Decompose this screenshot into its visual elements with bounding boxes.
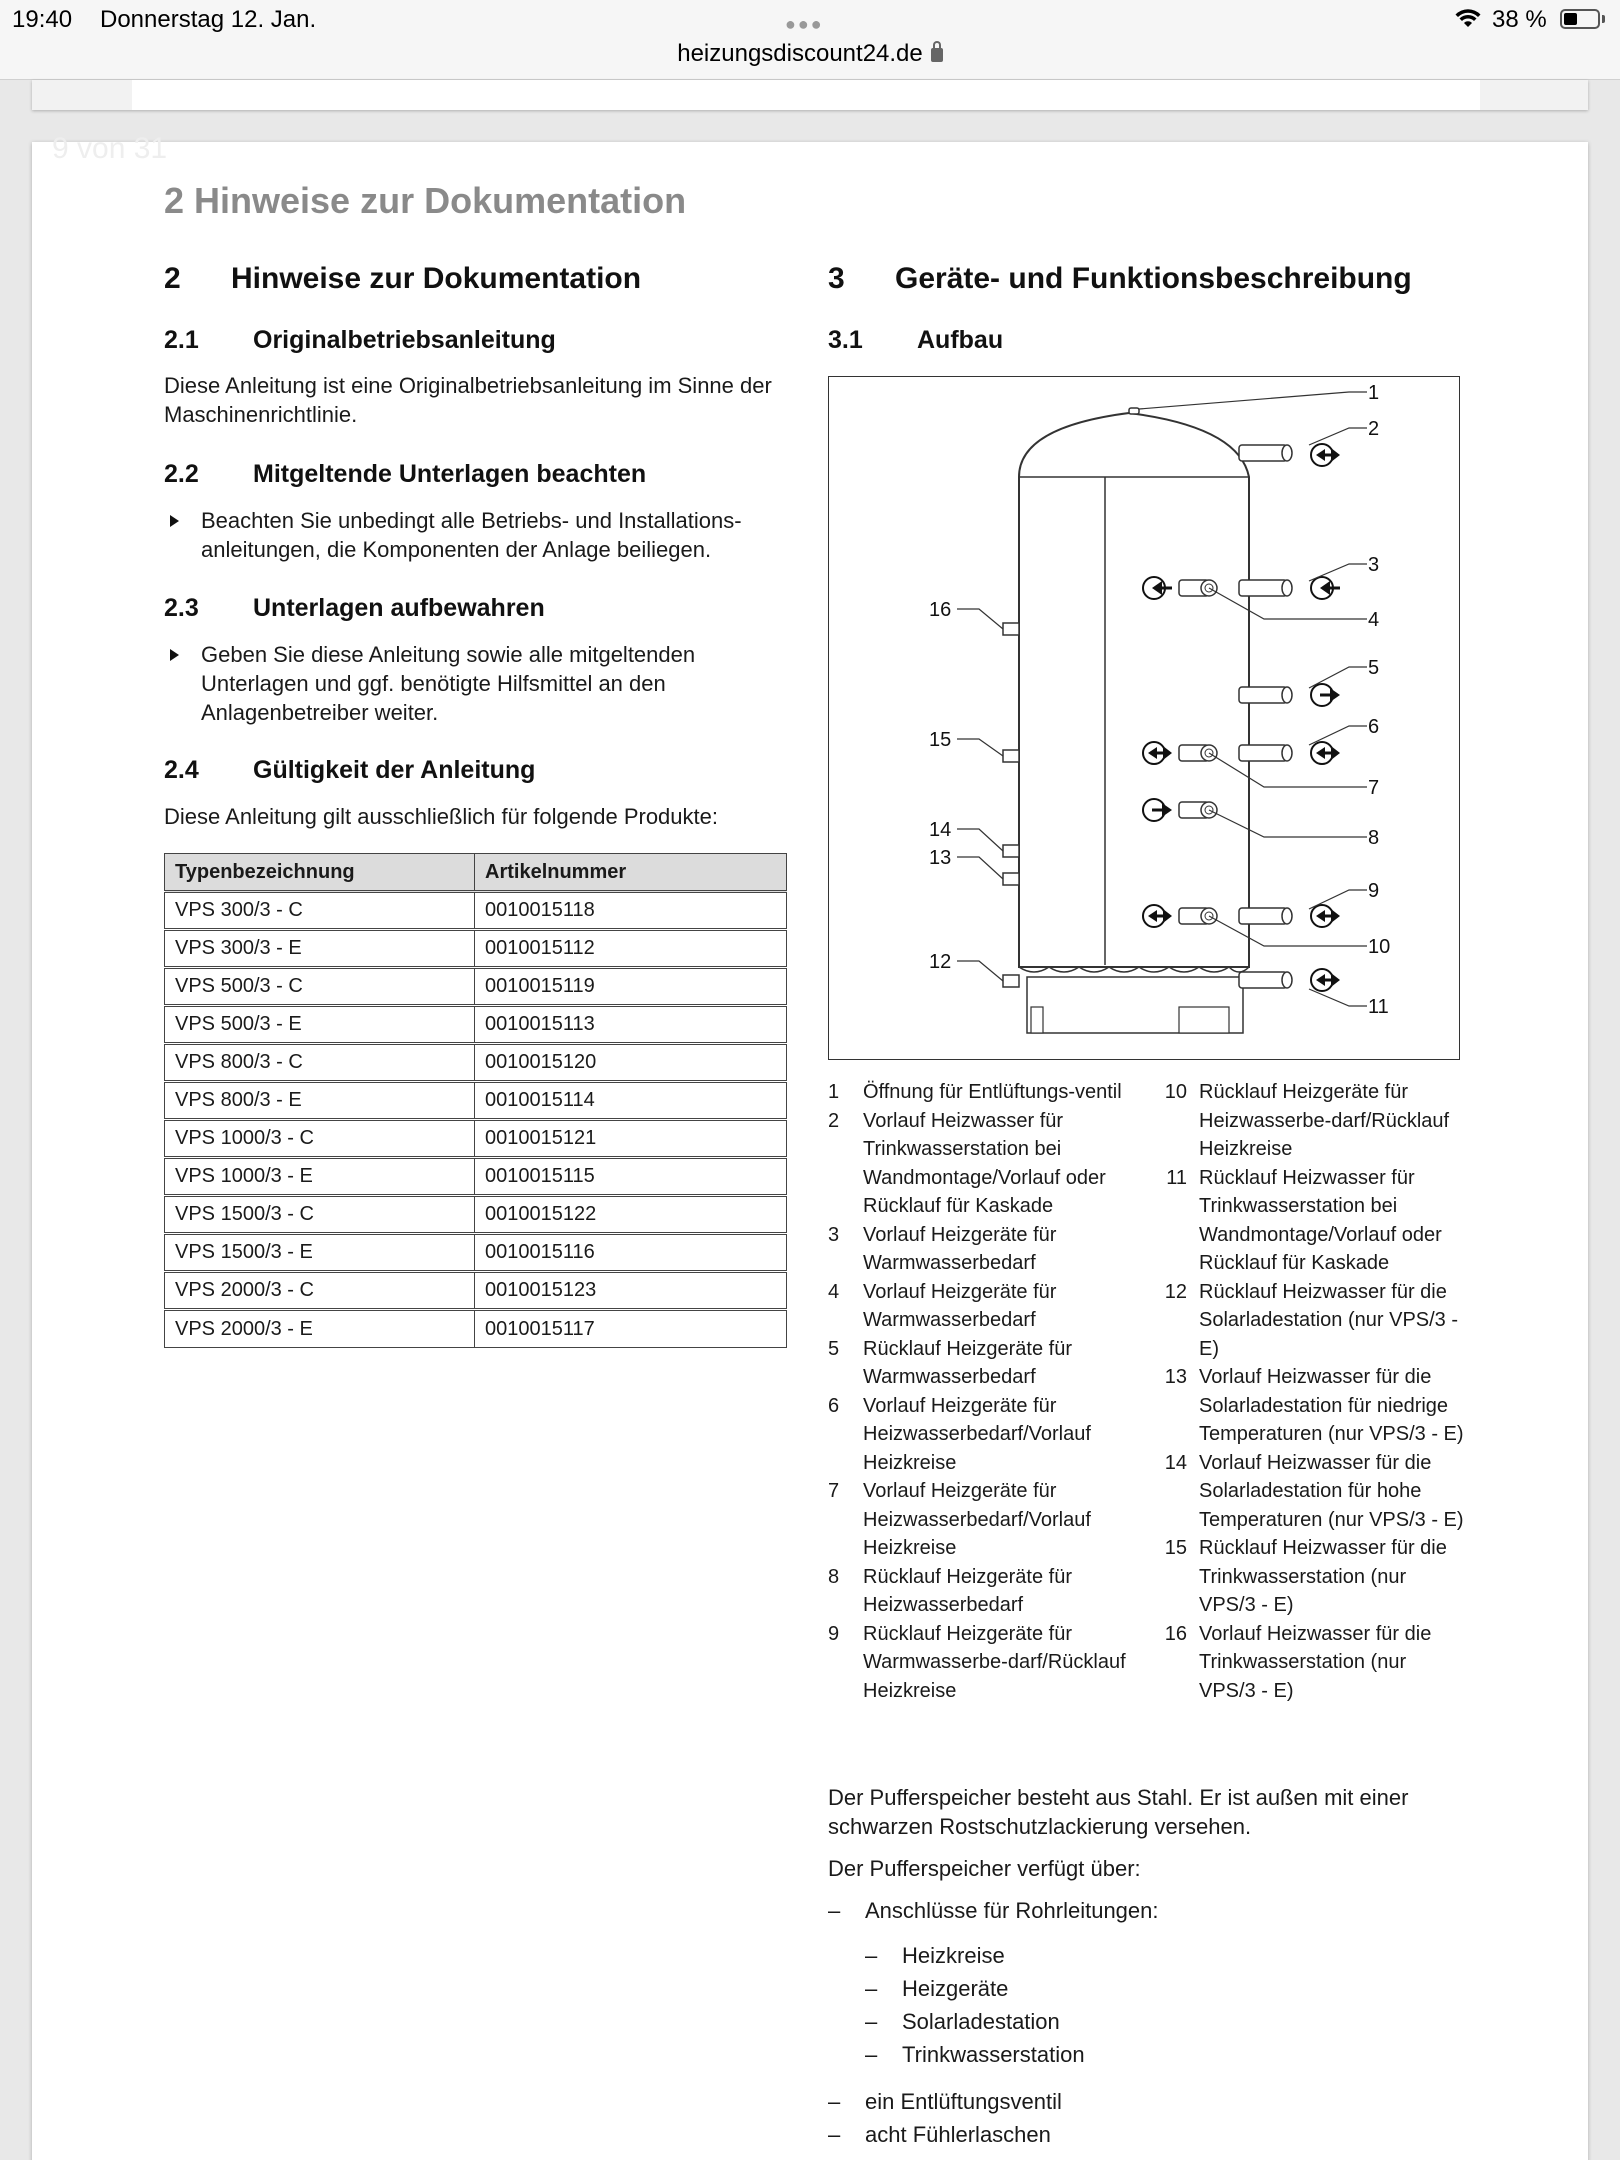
callout-10: 10: [1368, 936, 1391, 958]
legend-item: 9 Rücklauf Heizgeräte für Warmwasserbe-darf/Rücklauf Heizkreise: [828, 1622, 1126, 1702]
article-cell: 0010015114: [475, 1082, 787, 1120]
legend-item: 16 Vorlauf Heizwasser für die Trinkwasserstation (nur VPS/3 - E): [1164, 1622, 1432, 1702]
table-row: [165, 930, 787, 968]
url-text: heizungsdiscount24.de: [677, 40, 923, 67]
legend-item: 5 Rücklauf Heizgeräte für Warmwasserbedarf: [828, 1337, 1072, 1388]
features-list-continued: [828, 2085, 1468, 2151]
type-cell: VPS 500/3 - C: [165, 968, 475, 1006]
article-cell: 0010015119: [475, 968, 787, 1006]
type-cell: VPS 800/3 - E: [165, 1082, 475, 1120]
callout-9: 9: [1368, 880, 1380, 902]
callout-1: 1: [1368, 382, 1380, 404]
type-cell: VPS 300/3 - C: [165, 892, 475, 930]
legend-item: 8 Rücklauf Heizgeräte für Heizwasserbedarf: [828, 1565, 1072, 1616]
legend-item: 3 Vorlauf Heizgeräte für Warmwasserbedarf: [828, 1223, 1057, 1274]
more-dots-icon[interactable]: ●●●: [785, 14, 824, 34]
legend-left: [828, 1078, 1128, 1705]
callout-5: 5: [1368, 657, 1380, 679]
section-2-2-heading: 2.2 Mitgeltende Unterlagen beachten: [164, 460, 647, 488]
legend-item: 1 Öffnung für Entlüftungs-ventil: [828, 1081, 1122, 1103]
callout-3: 3: [1368, 554, 1380, 576]
product-table: [164, 853, 787, 1348]
article-cell: 0010015121: [475, 1120, 787, 1158]
list-item: – Anschlüsse für Rohrleitungen:: [828, 1894, 1468, 1927]
article-cell: 0010015123: [475, 1272, 787, 1310]
callout-14: 14: [929, 819, 952, 841]
article-cell: 0010015118: [475, 892, 787, 930]
article-cell: 0010015112: [475, 930, 787, 968]
list-item: – Heizgeräte: [865, 1972, 1465, 2005]
legend-item: 12 Rücklauf Heizwasser für die Solarladestation (nur VPS/3 - E): [1164, 1280, 1459, 1360]
table-row: [165, 1196, 787, 1234]
section-3-heading: 3 Geräte- und Funktionsbeschreibung: [828, 262, 1412, 295]
callout-4: 4: [1368, 609, 1380, 631]
table-row: [165, 1310, 787, 1348]
type-cell: VPS 1000/3 - E: [165, 1158, 475, 1196]
battery-icon: [1560, 9, 1600, 29]
status-bar: [0, 0, 1620, 80]
lock-icon: [931, 48, 943, 62]
status-time: 19:40: [12, 6, 73, 33]
type-cell: VPS 1500/3 - C: [165, 1196, 475, 1234]
table-row: [165, 1272, 787, 1310]
type-cell: VPS 1000/3 - C: [165, 1120, 475, 1158]
callout-2: 2: [1368, 418, 1380, 440]
features-list: [828, 1894, 1468, 1927]
table-row: [165, 1006, 787, 1044]
callout-8: 8: [1368, 827, 1380, 849]
connections-sublist: [865, 1939, 1465, 2071]
callout-11: 11: [1368, 996, 1389, 1018]
legend-item: 4 Vorlauf Heizgeräte für Warmwasserbedarf: [828, 1280, 1057, 1331]
tank-drawing: [829, 377, 1461, 1061]
callout-7: 7: [1368, 777, 1380, 799]
type-cell: VPS 1500/3 - E: [165, 1234, 475, 1272]
column-header-type: Typenbezeichnung: [165, 854, 475, 892]
legend-right: [1164, 1078, 1464, 1705]
running-head: 2 Hinweise zur Dokumentation: [164, 180, 687, 221]
article-cell: 0010015120: [475, 1044, 787, 1082]
callout-16: 16: [929, 599, 952, 621]
table-row: [165, 968, 787, 1006]
table-row: [165, 1234, 787, 1272]
legend-item: 15 Rücklauf Heizwasser für die Trinkwasserstation (nur VPS/3 - E): [1164, 1537, 1447, 1616]
type-cell: VPS 2000/3 - C: [165, 1272, 475, 1310]
article-cell: 0010015116: [475, 1234, 787, 1272]
article-cell: 0010015122: [475, 1196, 787, 1234]
type-cell: VPS 800/3 - C: [165, 1044, 475, 1082]
table-row: [165, 1158, 787, 1196]
list-item: – Solarladestation: [865, 2005, 1465, 2038]
section-2-2-bullet: Beachten Sie unbedingt alle Betriebs- und Installations-anleitungen, die Komponenten der Anlage beiliegen.: [164, 506, 769, 564]
callout-12: 12: [929, 951, 952, 973]
section-3-1-heading: 3.1 Aufbau: [828, 326, 1004, 354]
page-counter: 9 von 31: [52, 132, 168, 165]
table-header-row: [165, 854, 787, 892]
section-2-4-heading: 2.4 Gültigkeit der Anleitung: [164, 756, 536, 784]
article-cell: 0010015117: [475, 1310, 787, 1348]
legend-item: 10 Rücklauf Heizgeräte für Heizwasserbe-darf/Rücklauf Heizkreise: [1164, 1081, 1450, 1160]
wifi-icon: [1455, 8, 1481, 28]
list-item: – ein Entlüftungsventil: [828, 2085, 1468, 2118]
tank-features-intro: Der Pufferspeicher verfügt über:: [828, 1856, 1141, 1881]
type-cell: VPS 300/3 - E: [165, 930, 475, 968]
section-2-4-text: Diese Anleitung gilt ausschließlich für folgende Produkte:: [164, 804, 718, 829]
list-item: – Heizkreise: [865, 1939, 1465, 1972]
article-cell: 0010015113: [475, 1006, 787, 1044]
legend-item: 6 Vorlauf Heizgeräte für Heizwasserbedarf/Vorlauf Heizkreise: [828, 1394, 1091, 1474]
section-2-1-heading: 2.1 Originalbetriebsanleitung: [164, 326, 556, 354]
legend-item: 14 Vorlauf Heizwasser für die Solarladestation für hohe Temperaturen (nur VPS/3 - E): [1164, 1451, 1464, 1531]
status-date: Donnerstag 12. Jan.: [100, 6, 317, 33]
buffer-tank-diagram: [828, 376, 1460, 1060]
column-header-article: Artikelnummer: [475, 854, 787, 892]
callout-6: 6: [1368, 716, 1380, 738]
address-bar[interactable]: [0, 40, 1620, 68]
type-cell: VPS 2000/3 - E: [165, 1310, 475, 1348]
section-2-1-text: Diese Anleitung ist eine Originalbetriebsanleitung im Sinne der Maschinenrichtlinie.: [164, 373, 772, 427]
list-item: – Trinkwasserstation: [865, 2038, 1465, 2071]
table-row: [165, 1044, 787, 1082]
tank-description: Der Pufferspeicher besteht aus Stahl. Er ist außen mit einer schwarzen Rostschutzlackierung versehen.: [828, 1785, 1409, 1839]
previous-page-edge: [32, 80, 1588, 110]
document-page: [32, 132, 1588, 2160]
section-2-3-heading: 2.3 Unterlagen aufbewahren: [164, 594, 545, 622]
table-row: [165, 1082, 787, 1120]
section-2-heading: 2 Hinweise zur Dokumentation: [164, 262, 642, 295]
article-cell: 0010015115: [475, 1158, 787, 1196]
battery-percent: 38 %: [1492, 6, 1547, 33]
legend-item: 7 Vorlauf Heizgeräte für Heizwasserbedarf/Vorlauf Heizkreise: [828, 1480, 1091, 1559]
legend-item: 2 Vorlauf Heizwasser für Trinkwasserstation bei Wandmontage/Vorlauf oder Rücklauf für Kaskade: [828, 1109, 1106, 1217]
callout-15: 15: [929, 729, 952, 751]
callout-13: 13: [929, 847, 952, 869]
legend-item: 13 Vorlauf Heizwasser für die Solarladestation für niedrige Temperaturen (nur VPS/3 - E): [1164, 1366, 1464, 1445]
type-cell: VPS 500/3 - E: [165, 1006, 475, 1044]
legend-item: 11 Rücklauf Heizwasser für Trinkwasserstation bei Wandmontage/Vorlauf oder Rücklauf für Kaskade: [1166, 1166, 1442, 1274]
list-item: – acht Fühlerlaschen: [828, 2118, 1468, 2151]
table-row: [165, 1120, 787, 1158]
section-2-3-bullet: Geben Sie diese Anleitung sowie alle mitgeltenden Unterlagen und ggf. benötigte Hilfsmittel an den Anlagenbetreiber weiter.: [164, 640, 754, 727]
table-row: [165, 892, 787, 930]
